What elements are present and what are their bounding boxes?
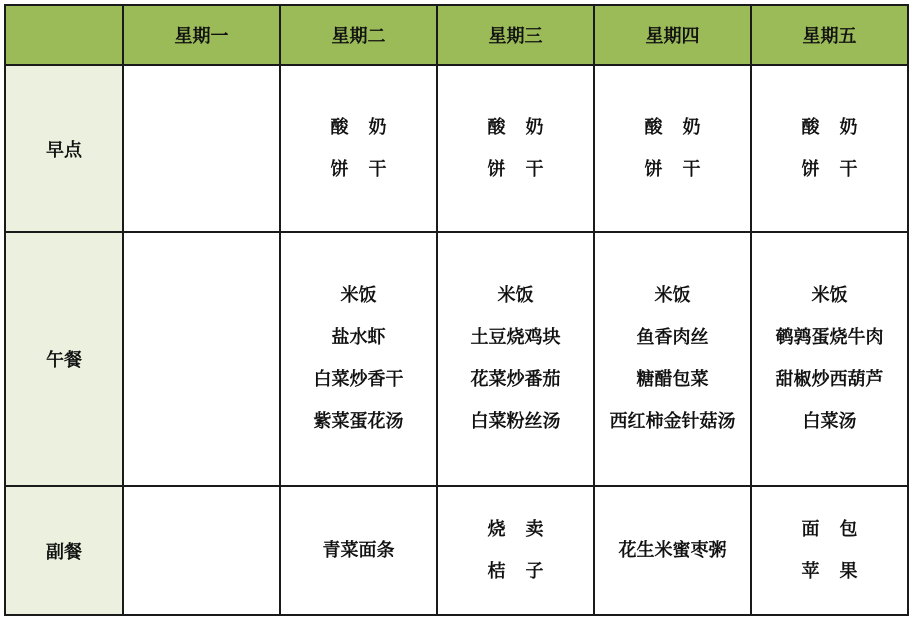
snack-tuesday-cell (280, 486, 437, 615)
header-row (5, 5, 908, 65)
menu-item: 酸奶 (330, 116, 407, 138)
menu-item: 米饭 (811, 285, 848, 306)
menu-item: 糖醋包菜 (636, 369, 709, 390)
snack-monday-cell (123, 486, 280, 615)
breakfast-row (5, 65, 908, 232)
day-header-monday: 星期一 (123, 5, 280, 65)
menu-item: 西红柿金针菇汤 (609, 411, 736, 432)
menu-item: 桔子 (487, 560, 564, 582)
menu-item: 白菜粉丝汤 (470, 411, 561, 432)
breakfast-friday-cell (751, 65, 908, 232)
menu-item: 米饭 (340, 285, 377, 306)
breakfast-thursday-cell (594, 65, 751, 232)
breakfast-tuesday-cell (280, 65, 437, 232)
lunch-friday-cell (751, 232, 908, 486)
lunch-label: 午餐 (5, 232, 123, 486)
menu-item: 酸奶 (487, 116, 564, 138)
day-header-friday: 星期五 (751, 5, 908, 65)
day-header-wednesday: 星期三 (437, 5, 594, 65)
menu-item: 面包 (801, 518, 878, 540)
menu-item: 酸奶 (801, 116, 878, 138)
day-header-tuesday: 星期二 (280, 5, 437, 65)
menu-item: 鹌鹑蛋烧牛肉 (775, 327, 884, 348)
menu-item: 白菜汤 (802, 411, 857, 432)
menu-item: 酸奶 (644, 116, 721, 138)
breakfast-monday-cell (123, 65, 280, 232)
breakfast-wednesday-cell (437, 65, 594, 232)
lunch-monday-cell (123, 232, 280, 486)
weekly-menu-table (4, 4, 909, 616)
menu-item: 米饭 (654, 285, 691, 306)
menu-item: 饼干 (487, 158, 564, 180)
corner-cell (5, 5, 123, 65)
lunch-tuesday-cell (280, 232, 437, 486)
snack-label: 副餐 (5, 486, 123, 615)
lunch-wednesday-cell (437, 232, 594, 486)
menu-item: 饼干 (644, 158, 721, 180)
menu-item: 鱼香肉丝 (636, 327, 709, 348)
menu-item: 紫菜蛋花汤 (313, 411, 404, 432)
snack-friday-cell (751, 486, 908, 615)
menu-item: 饼干 (330, 158, 407, 180)
menu-item: 花菜炒番茄 (470, 369, 561, 390)
menu-item: 花生米蜜枣粥 (618, 539, 727, 561)
lunch-thursday-cell (594, 232, 751, 486)
menu-item: 饼干 (801, 158, 878, 180)
snack-row (5, 486, 908, 615)
lunch-row (5, 232, 908, 486)
menu-item: 青菜面条 (322, 539, 395, 561)
breakfast-label: 早点 (5, 65, 123, 232)
menu-item: 烧卖 (487, 518, 564, 540)
menu-item: 白菜炒香干 (313, 369, 404, 390)
menu-item: 苹果 (801, 560, 878, 582)
day-header-thursday: 星期四 (594, 5, 751, 65)
snack-thursday-cell (594, 486, 751, 615)
menu-item: 盐水虾 (331, 327, 386, 348)
menu-item: 土豆烧鸡块 (470, 327, 561, 348)
menu-item: 甜椒炒西葫芦 (775, 369, 884, 390)
snack-wednesday-cell (437, 486, 594, 615)
menu-item: 米饭 (497, 285, 534, 306)
